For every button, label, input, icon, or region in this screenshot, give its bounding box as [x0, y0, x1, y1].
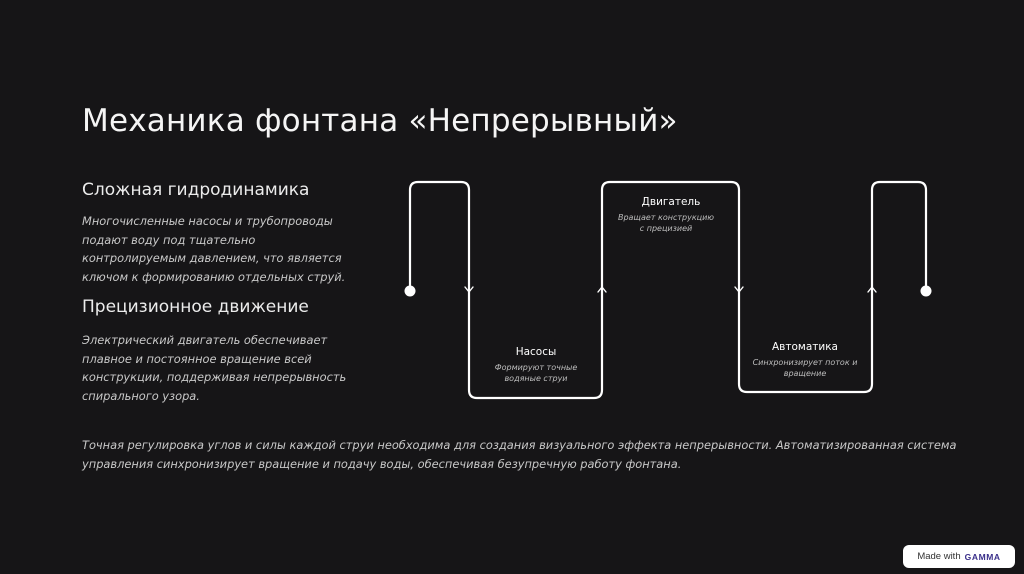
made-with-badge[interactable]: [903, 545, 1015, 568]
section-heading-hydrodynamics: Сложная гидродинамика: [82, 180, 310, 200]
section-text-precision: Электрический двигатель обеспечивает плавное и постоянное вращение всей конструкции, поддерживая непрерывность спирального узора.: [82, 333, 347, 403]
page-title: Механика фонтана «Непрерывный»: [82, 103, 678, 139]
node-desc-motor: Вращает конструкцию с прецизией: [617, 213, 715, 233]
section-text-hydrodynamics: Многочисленные насосы и трубопроводы подают воду под тщательно контролируемым давлением, что является ключом к формированию отдельных струй.: [82, 214, 346, 284]
node-title-motor: Двигатель: [641, 196, 701, 208]
section-heading-precision: Прецизионное движение: [82, 297, 309, 317]
gamma-logo: GAMMA: [964, 551, 1001, 562]
summary-text: Точная регулировка углов и силы каждой струи необходима для создания визуального эффекта непрерывности. Автоматизированная система управления синхронизирует вращение и подачу воды, обеспечивая безупречную работу фонтана.: [82, 438, 957, 471]
node-title-pumps: Насосы: [515, 346, 557, 358]
badge-prefix: Made with: [917, 551, 961, 562]
node-desc-pumps: Формируют точные водяные струи: [494, 363, 578, 383]
node-desc-automation: Синхронизирует поток и вращение: [752, 358, 858, 378]
end-dot: [921, 286, 932, 297]
start-dot: [405, 286, 416, 297]
node-title-automation: Автоматика: [772, 341, 838, 353]
